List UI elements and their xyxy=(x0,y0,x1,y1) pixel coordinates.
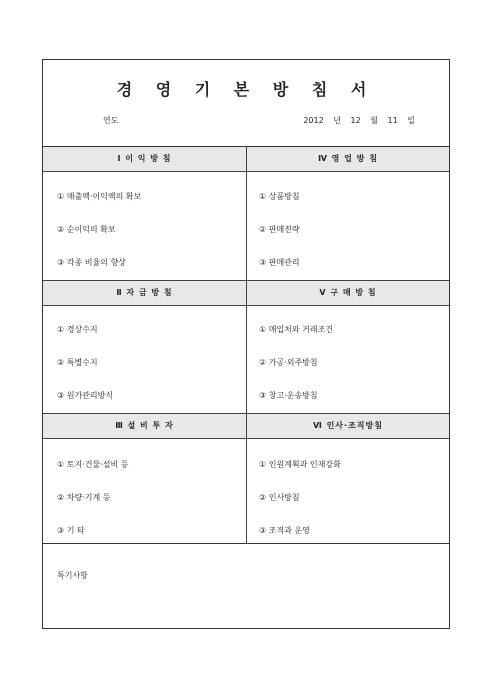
list-item: ① 경상수지 xyxy=(57,325,98,334)
date-year: 2012 xyxy=(303,116,324,125)
policy-grid xyxy=(43,146,449,544)
list-item: ③ 판매관리 xyxy=(259,258,300,267)
list-item: ③ 조직과 운영 xyxy=(259,526,310,535)
section-heading-investment: Ⅲ 설 비 투 자 xyxy=(43,414,246,438)
list-item: ① 매출액·이익액의 확보 xyxy=(57,192,142,201)
date-day-unit: 일 xyxy=(407,116,415,125)
list-item: ① 매입처와 거래조건 xyxy=(259,325,334,334)
date-line xyxy=(303,115,415,126)
section-heading-purchase: Ⅴ 구 매 방 침 xyxy=(247,281,449,305)
section-heading-profit: Ⅰ 이 익 방 침 xyxy=(43,147,246,171)
list-item: ② 차량·기계 등 xyxy=(57,493,111,502)
list-item: ② 판매전략 xyxy=(259,225,300,234)
list-item: ② 순이익의 확보 xyxy=(57,225,116,234)
notes-label: 특기사항 xyxy=(57,571,88,580)
heading-divider xyxy=(43,305,449,306)
document-title: 경 영 기 본 방 침 서 xyxy=(116,80,376,99)
section-heading-hr: Ⅵ 인사·조직방침 xyxy=(247,414,449,438)
policy-form xyxy=(42,59,450,629)
list-item: ① 상품방침 xyxy=(259,192,300,201)
list-item: ① 인원계획과 인재강화 xyxy=(259,460,341,469)
list-item: ② 가공·외주방침 xyxy=(259,358,318,367)
column-divider xyxy=(246,147,247,543)
section-heading-sales: Ⅳ 영 업 방 침 xyxy=(247,147,449,171)
list-item: ③ 원가관리방식 xyxy=(57,391,114,400)
list-item: ③ 각종 비율의 향상 xyxy=(57,258,126,267)
list-item: ③ 기 타 xyxy=(57,526,85,535)
list-item: ③ 창고·운송방침 xyxy=(259,391,318,400)
year-label: 연도 xyxy=(103,116,119,125)
heading-divider xyxy=(43,438,449,439)
section-heading-funds: Ⅱ 자 금 방 침 xyxy=(43,281,246,305)
date-day: 11 xyxy=(387,116,398,125)
date-year-unit: 년 xyxy=(333,116,341,125)
heading-divider xyxy=(43,171,449,172)
list-item: ② 인사방침 xyxy=(259,493,300,502)
date-month-unit: 월 xyxy=(370,116,378,125)
list-item: ① 토지·건물·설비 등 xyxy=(57,460,129,469)
date-month: 12 xyxy=(350,116,361,125)
list-item: ② 특별수지 xyxy=(57,358,98,367)
